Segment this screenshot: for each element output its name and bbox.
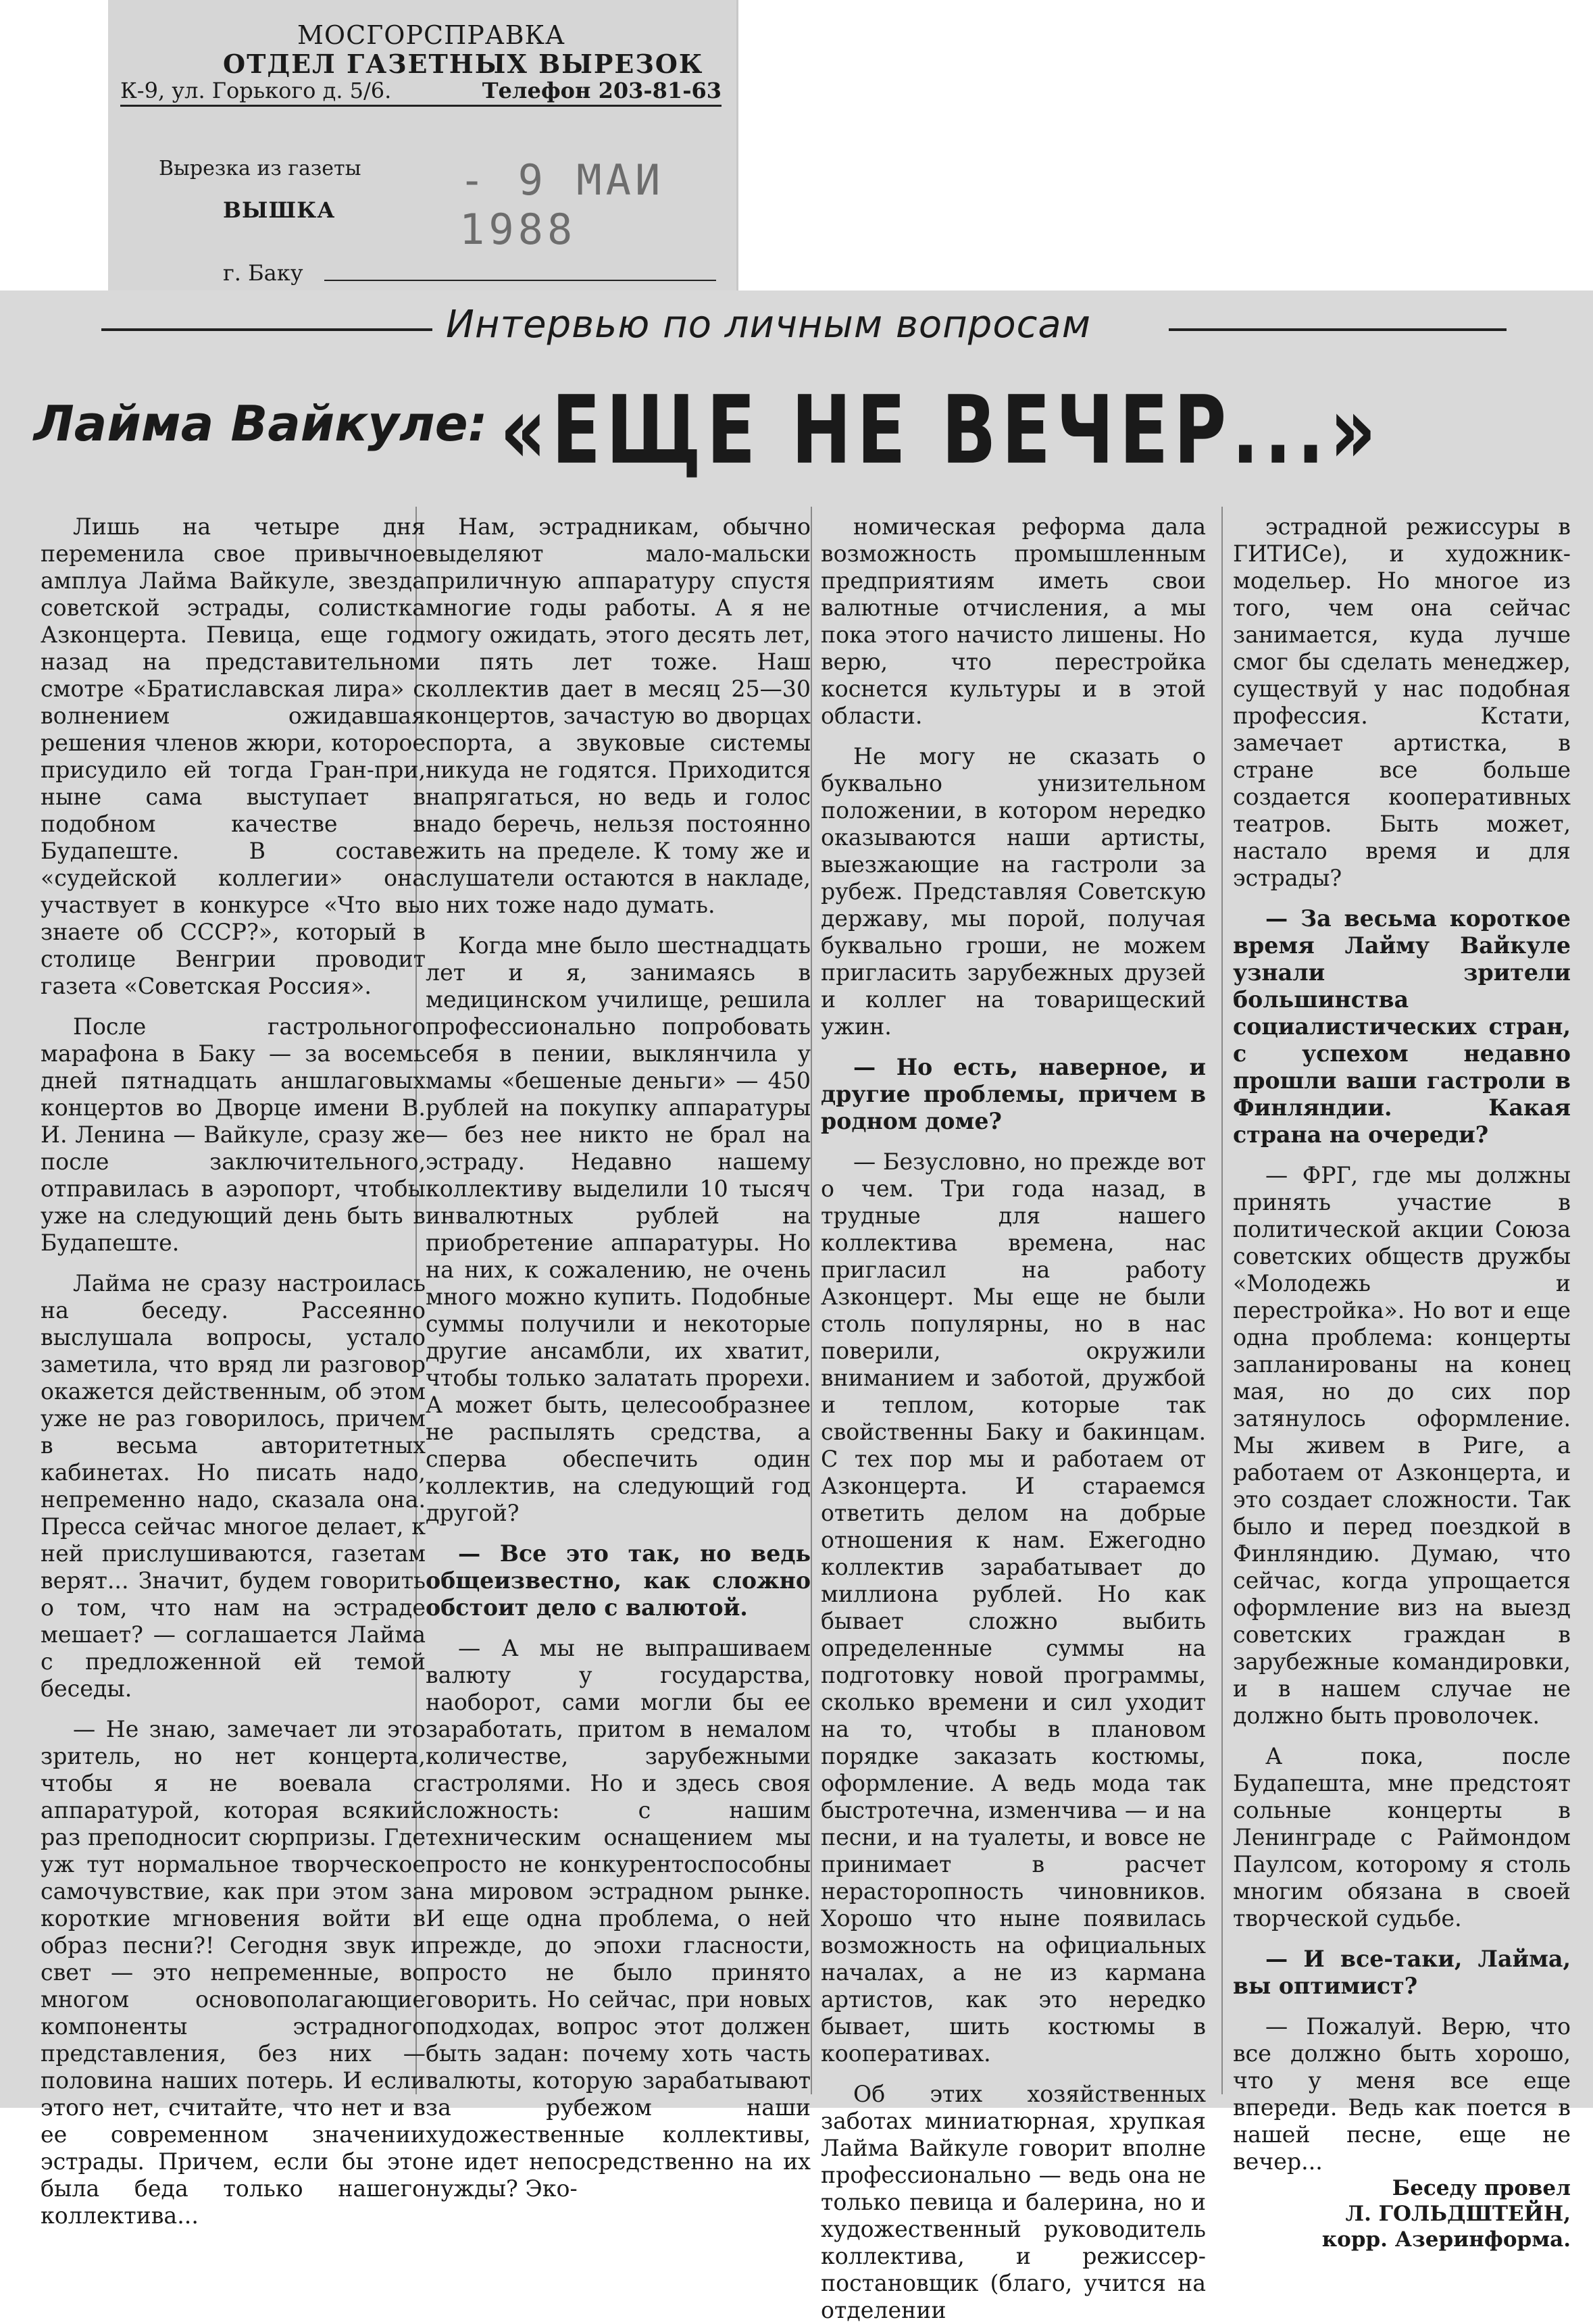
paragraph: Когда мне было шестнадцать лет и я, занимаясь в медицинском училище, решила профессионально попробовать себя в пении, выклянчила у мамы «бешеные деньги» — 450 рублей на покупку аппаратуры — без нее никто не брал на эстраду. Недавно нашему коллективу выделили 10 тысяч инвалютных рублей на приобретение аппаратуры. Но на них, к сожалению, не очень много можно купить. Подобные суммы получили и некоторые другие ансамбли, их хватит, чтобы только залатать прорехи. А может быть, целесообразнее не распылять средства, а сперва обеспечить один коллектив, на следующий год другой? <box>426 932 811 1526</box>
agency-name: МОСГОРСПРАВКА <box>297 20 565 50</box>
interviewer-question: — И все-таки, Лайма, вы оптимист? <box>1233 1946 1571 1999</box>
paragraph: — Безусловно, но прежде вот о чем. Три года назад, в трудные для нашего коллектива времена, нас пригласил на работу Азконцерт. Мы еще не были столь популярны, но в нас поверили, окружили вниманием и заботой, дружбой и теплом, которые так свойственны Баку и бакинцам. С тех пор мы и работаем от Азконцерта. И стараемся ответить делом на добрые отношения к нам. Ежегодно коллектив зарабатывает до миллиона рублей. Но как бывает сложно выбить определенные суммы на подготовку новой программы, сколько времени и сил уходит на то, чтобы в плановом порядке заказать костюмы, оформление. А ведь мода так быстротечна, изменчива — и на песни, и на туалеты, и вовсе не принимает в расчет нерасторопность чиновников. Хорошо что ныне появилась возможность на официальных началах, а не из кармана артистов, как это нередко бывает, шить костюмы в кооперативах. <box>821 1148 1206 2067</box>
article-column-3 <box>821 513 1206 2324</box>
headline-name: Лайма Вайкуле: <box>34 395 488 452</box>
headline-title: «ЕЩЕ НЕ ВЕЧЕР...» <box>500 375 1382 485</box>
paragraph: После гастрольного марафона в Баку — за восемь дней пятнадцать аншлаговых концертов во Дворце имени В. И. Ленина — Вайкуле, сразу же после заключительного, отправилась в аэропорт, чтобы уже на следующий день быть в Будапеште. <box>41 1013 426 1256</box>
city-underline <box>324 280 716 281</box>
newspaper-name: ВЫШКА <box>223 197 336 223</box>
cut-label: Вырезка из газеты <box>159 157 361 180</box>
city: г. Баку <box>223 260 303 286</box>
interviewer-question: — Но есть, наверное, и другие проблемы, причем в родном доме? <box>821 1054 1206 1134</box>
paragraph: Лайма не сразу настроилась на беседу. Рассеянно выслушала вопросы, устало заметила, что вряд ли разговор окажется действенным, об этом уже не раз говорилось, причем в весьма авторитетных кабинетах. Но писать надо, непременно надо, сказала она. Пресса сейчас многое делает, к ней прислушиваются, газетам верят... Значит, будем говорить о том, что нам на эстраде мешает? — соглашается Лайма с предложенной ей темой беседы. <box>41 1270 426 1702</box>
paragraph: номическая реформа дала возможность промышленным предприятиям иметь свои валютные отчисления, а мы пока этого начисто лишены. Но верю, что перестройка коснется культуры и в этой области. <box>821 513 1206 729</box>
article-column-2 <box>426 513 811 2202</box>
address: К-9, ул. Горького д. 5/6. <box>120 78 392 103</box>
address-line <box>120 78 722 107</box>
paragraph: — Пожалуй. Верю, что все должно быть хорошо, что у меня все еще впереди. Ведь как поется в нашей песне, еще не вечер... <box>1233 2013 1571 2175</box>
paragraph: эстрадной режиссуры в ГИТИСе), и художник-модельер. Но многое из того, чем она сейчас занимается, куда лучше смог бы сделать менеджер, существуй у нас подобная профессия. Кстати, замечает артистка, в стране все больше создается кооперативных театров. Быть может, настало время и для эстрады? <box>1233 513 1571 891</box>
article-column-1 <box>41 513 426 2229</box>
date-stamp: - 9 МАИ 1988 <box>459 155 665 254</box>
byline-affiliation: корр. Азеринформа. <box>1321 2227 1571 2252</box>
byline-author: Л. ГОЛЬДШТЕЙН, <box>1345 2202 1571 2226</box>
paragraph: — А мы не выпрашиваем валюту у государства, наоборот, сами могли бы ее заработать, притом в немалом количестве, зарубежными гастролями. Но и здесь своя сложность: с нашим техническим оснащением мы просто не конкурентоспособны на мировом эстрадном рынке. И еще одна проблема, о ней прежде, до эпохи гласности, просто не было принято говорить. Но сейчас, при новых подходах, вопрос этот должен быть задан: почему хоть часть валюты, которую зарабатывают за рубежом наши художественные коллективы, не идет непосредственно на их нужды? Эко- <box>426 1635 811 2202</box>
rubric-rule-right <box>1169 328 1507 331</box>
paragraph: Нам, эстрадникам, обычно выделяют мало-мальски приличную аппаратуру спустя многие годы работы. А я не могу ожидать, этого десять лет, и пять лет тоже. Наш коллектив дает в месяц 25—30 концертов, зачастую во дворцах спорта, а звуковые системы никуда не годятся. Приходится напрягаться, но ведь и голос надо беречь, нельзя постоянно жить на пределе. К тому же и слушатели остаются в накладе, о них тоже надо думать. <box>426 513 811 918</box>
column-rule <box>1221 507 1223 2094</box>
paragraph: — Не знаю, замечает ли это зритель, но нет концерта, чтобы я не воевала с аппаратурой, которая всякий раз преподносит сюрпризы. Где уж тут нормальное творческое самочувствие, как при этом за короткие мгновения войти в образ песни?! Сегодня звук и свет — это непременные, во многом основополагающие компоненты эстрадного представления, без них — половина наших потерь. И если этого нет, считайте, что нет и в ее современном значении эстрады. Причем, если бы это была беда только нашего коллектива... <box>41 1716 426 2229</box>
paragraph: Об этих хозяйственных заботах миниатюрная, хрупкая Лайма Вайкуле говорит вполне профессионально — ведь она не только певица и балерина, но и художественный руководитель коллектива, и режиссер-постановщик (благо, учится на отделении <box>821 2081 1206 2323</box>
paragraph: А пока, после Будапешта, мне предстоят сольные концерты в Ленинграде с Раймондом Паулсом, которому я столь многим обязана в своей творческой судьбе. <box>1233 1743 1571 1931</box>
paragraph: Лишь на четыре дня переменила свое привычное амплуа Лайма Вайкуле, звезда советской эстрады, солистка Азконцерта. Певица, еще год назад на представительном смотре «Братиславская лира» с волнением ожидавшая решения членов жюри, которое присудило ей тогда Гран-при, ныне сама выступает в подобном качестве в Будапеште. В составе «судейской коллегии» она участвует в конкурсе «Что вы знаете об СССР?», который в столице Венгрии проводит газета «Советская Россия». <box>41 513 426 999</box>
rubric-rule-left <box>101 328 432 331</box>
department-name: ОТДЕЛ ГАЗЕТНЫХ ВЫРЕЗОК <box>223 49 704 79</box>
interviewer-question: — За весьма короткое время Лайму Вайкуле узнали зрители большинства социалистических стран, с успехом недавно прошли ваши гастроли в Финляндии. Какая страна на очереди? <box>1233 905 1571 1148</box>
interviewer-question: — Все это так, но ведь общеизвестно, как сложно обстоит дело с валютой. <box>426 1540 811 1621</box>
clipping-stamp <box>108 0 738 290</box>
rubric: Интервью по личным вопросам <box>446 303 1091 347</box>
paragraph: — ФРГ, где мы должны принять участие в политической акции Союза советских обществ дружбы «Молодежь и перестройка». Но вот и еще одна проблема: концерты запланированы на конец мая, но до сих пор затянулось оформление. Мы живем в Риге, а работаем от Азконцерта, и это создает сложности. Так было и перед поездкой в Финляндию. Думаю, что сейчас, когда упрощается оформление виз на выезд советских граждан в зарубежные командировки, и в нашем случае не должно быть проволочек. <box>1233 1162 1571 1729</box>
column-rule <box>811 507 812 2094</box>
byline-intro: Беседу провел <box>1392 2176 1571 2200</box>
article-column-4 <box>1233 513 1571 2252</box>
paragraph: Не могу не сказать о буквально унизительном положении, в котором нередко оказываются наши артисты, выезжающие на гастроли за рубеж. Представляя Советскую державу, мы порой, получая буквально гроши, не можем пригласить зарубежных друзей и коллег на товарищеский ужин. <box>821 743 1206 1040</box>
phone: Телефон 203-81-63 <box>482 78 722 103</box>
